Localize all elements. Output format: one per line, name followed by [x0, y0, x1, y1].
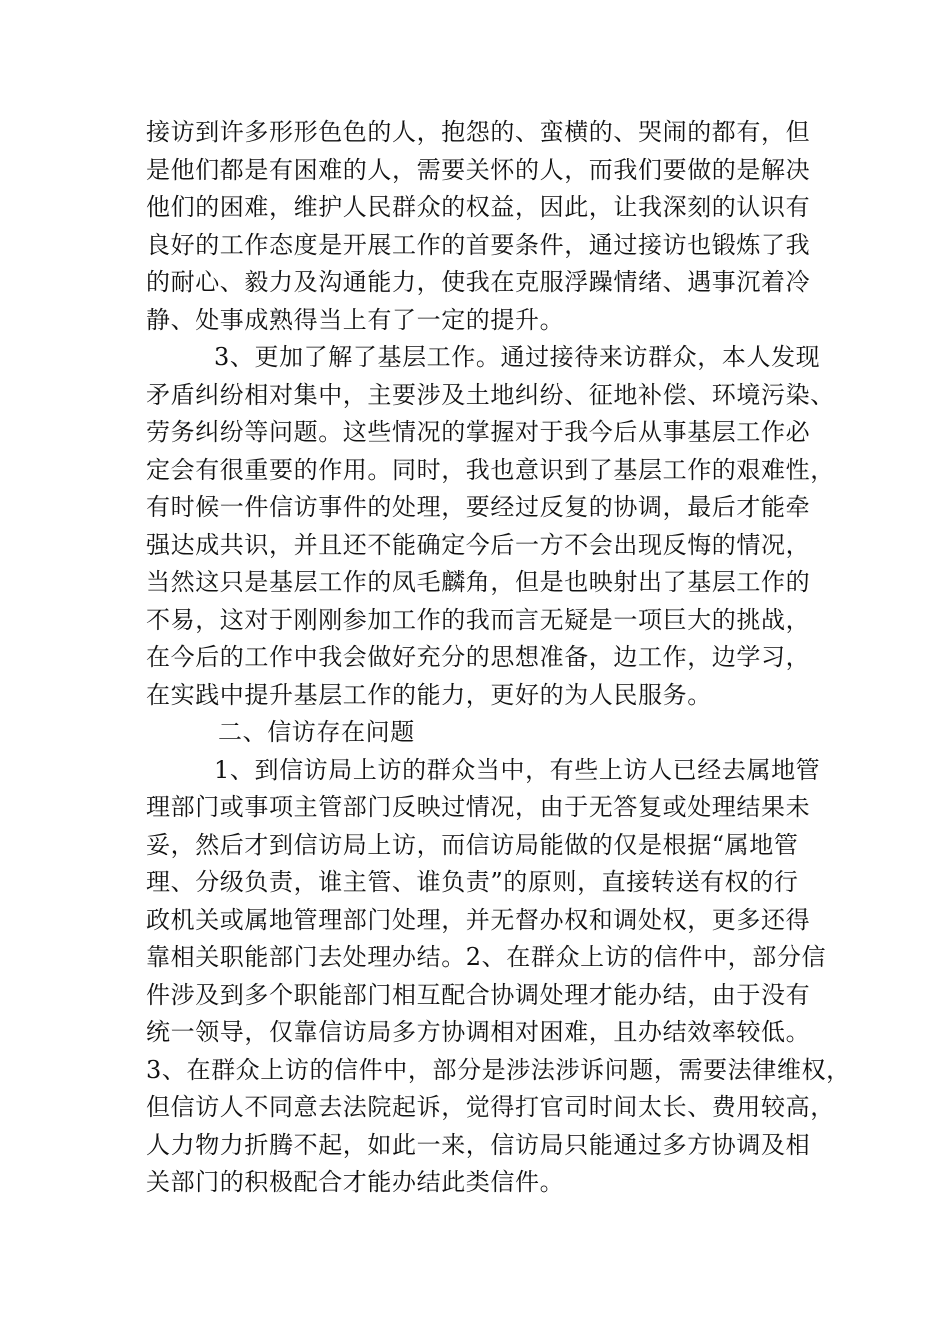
- text-line: 强达成共识，并且还不能确定今后一方不会出现反悔的情况，: [146, 530, 811, 559]
- text-line: 劳务纠纷等问题。这些情况的掌握对于我今后从事基层工作必: [146, 418, 811, 446]
- body-text: [146, 114, 851, 1202]
- text-line: 良好的工作态度是开展工作的首要条件，通过接访也锻炼了我: [146, 230, 811, 259]
- text-line: 他们的困难，维护人民群众的权益，因此，让我深刻的认识有: [146, 193, 811, 221]
- text-line: 人力物力折腾不起，如此一来，信访局只能通过多方协调及相: [146, 1130, 811, 1159]
- text-line: 静、处事成熟得当上有了一定的提升。: [146, 305, 565, 334]
- text-line: 理部门或事项主管部门反映过情况，由于无答复或处理结果未: [146, 793, 811, 821]
- text-line: 是他们都是有困难的人，需要关怀的人，而我们要做的是解决: [146, 155, 811, 184]
- text-line: 但信访人不同意去法院起诉，觉得打官司时间太长、费用较高，: [146, 1093, 835, 1121]
- text-line: 在今后的工作中我会做好充分的思想准备，边工作，边学习，: [146, 643, 811, 671]
- text-line: 定会有很重要的作用。同时，我也意识到了基层工作的艰难性，: [146, 455, 835, 484]
- text-line: 统一领导，仅靠信访局多方协调相对困难，且办结效率较低。: [146, 1018, 811, 1046]
- text-line: 在实践中提升基层工作的能力，更好的为人民服务。: [146, 680, 712, 709]
- text-line: 件涉及到多个职能部门相互配合协调处理才能办结，由于没有: [146, 980, 811, 1009]
- text-line: 理、分级负责，谁主管、谁负责”的原则，直接转送有权的行: [146, 868, 799, 896]
- text-line: 不易，这对于刚刚参加工作的我而言无疑是一项巨大的挑战，: [146, 605, 811, 634]
- text-line: 关部门的积极配合才能办结此类信件。: [146, 1168, 565, 1196]
- text-line: 1、到信访局上访的群众当中，有些上访人已经去属地管: [214, 755, 821, 784]
- text-line: 3、在群众上访的信件中，部分是涉法涉诉问题，需要法律维权，: [146, 1055, 851, 1084]
- text-line: 当然这只是基层工作的凤毛麟角，但是也映射出了基层工作的: [146, 568, 811, 596]
- text-line: 妥，然后才到信访局上访，而信访局能做的仅是根据“属地管: [146, 830, 799, 859]
- text-line: 靠相关职能部门去处理办结。2、在群众上访的信件中，部分信: [146, 943, 827, 971]
- section-heading: 二、信访存在问题: [218, 718, 415, 746]
- text-line: 矛盾纠纷相对集中，主要涉及土地纠纷、征地补偿、环境污染、: [146, 380, 835, 409]
- text-line: 政机关或属地管理部门处理，并无督办权和调处权，更多还得: [146, 905, 811, 934]
- text-line: 接访到许多形形色色的人，抱怨的、蛮横的、哭闹的都有，但: [146, 118, 811, 146]
- text-line: 的耐心、毅力及沟通能力，使我在克服浮躁情绪、遇事沉着冷: [146, 268, 811, 296]
- text-line: 3、更加了解了基层工作。通过接待来访群众，本人发现: [214, 343, 821, 371]
- text-line: 有时候一件信访事件的处理，要经过反复的协调，最后才能牵: [146, 493, 811, 521]
